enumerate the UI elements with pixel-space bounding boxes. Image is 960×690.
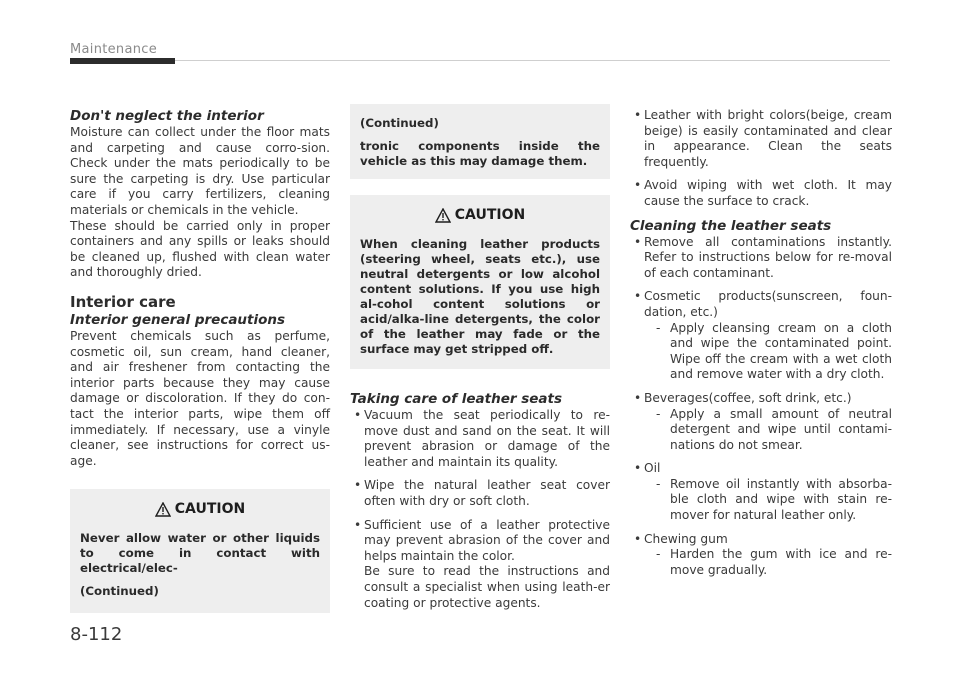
dash-item: - Harden the gum with ice and re-move gradually.	[644, 547, 892, 578]
caution-text: Never allow water or other liquids to come in contact with electrical/elec-	[80, 531, 320, 576]
list-item	[630, 391, 892, 453]
general-precautions-heading: Interior general precautions	[70, 311, 286, 328]
list-item: • Remove all contaminations instantly. Refer to instructions below for re-moval of each contaminant.	[630, 235, 892, 282]
caution-title	[360, 207, 600, 223]
column-right	[630, 108, 892, 586]
list-item: • Avoid wiping with wet cloth. It may cause the surface to crack.	[630, 178, 892, 209]
dont-neglect-heading: Don't neglect the interior	[70, 108, 264, 124]
warning-triangle-icon	[435, 208, 451, 223]
list-item: • Vacuum the seat periodically to re-move dust and sand on the seat. It will prevent abrasion or damage of the leather and maintain its quality.	[350, 408, 610, 470]
gum-label: Chewing gum	[644, 531, 728, 546]
instructions-text: Be sure to read the instructions and consult a specialist when using leath-er coating or protective agents.	[364, 564, 610, 610]
cleaning-list	[630, 235, 892, 579]
continued-box	[350, 104, 610, 179]
caution-title	[80, 501, 320, 517]
caution-label: CAUTION	[454, 207, 526, 223]
column-middle	[350, 104, 610, 619]
oil-label: Oil	[644, 461, 661, 476]
taking-care-list	[350, 408, 610, 611]
continued-label: (Continued)	[360, 116, 439, 130]
list-item	[630, 289, 892, 383]
list-item: • Leather with bright colors(beige, cream beige) is easily contaminated and clear in appearance. Clean the seats frequently.	[630, 108, 892, 170]
caution-box-left	[70, 489, 330, 613]
list-item	[630, 532, 892, 579]
list-item	[350, 518, 610, 612]
protective-text: Sufficient use of a leather protective may prevent abrasion of the cover and helps maintain the color.	[364, 517, 610, 563]
dont-neglect-paragraph-2: These should be carried only in proper containers and any spills or leaks should be cleaned up, flushed with clean water and thoroughly dried.	[70, 218, 330, 280]
column-left	[70, 108, 330, 613]
dash-item: - Remove oil instantly with absorba-ble cloth and wipe with stain re-mover for natural leather only.	[644, 477, 892, 524]
continued-label: (Continued)	[80, 584, 159, 599]
header-bar	[70, 58, 175, 64]
caution-box-middle	[350, 195, 610, 369]
dash-item: - Apply a small amount of neutral detergent and wipe until contami-nations do not smear.	[644, 407, 892, 454]
dash-item: - Apply cleansing cream on a cloth and wipe the contaminated point. Wipe off the cream with a wet cloth and remove water with a dry cloth.	[644, 321, 892, 383]
warning-triangle-icon	[155, 502, 171, 517]
taking-care-heading: Taking care of leather seats	[350, 391, 563, 407]
list-item	[630, 461, 892, 523]
header-rule	[175, 60, 890, 61]
page-number: 8-112	[70, 624, 123, 645]
continued-text: tronic components inside the vehicle as this may damage them.	[360, 139, 600, 168]
cleaning-leather-heading: Cleaning the leather seats	[630, 217, 832, 234]
list-item: • Wipe the natural leather seat cover often with dry or soft cloth.	[350, 478, 610, 509]
interior-care-heading: Interior care	[70, 292, 176, 311]
caution-text: When cleaning leather products (steering wheel, seats etc.), use neutral detergents or low alcohol content solutions. If you use high al-cohol content solutions or acid/alka-line detergents, the color of the leather may fade or the surface may get stripped off.	[360, 237, 600, 356]
general-precautions-paragraph: Prevent chemicals such as perfume, cosmetic oil, sun cream, hand cleaner, and air freshener from contacting the interior parts because they may cause damage or discoloration. If they do con-tact the interior parts, wipe them off immediately. If necessary, use a vinyle cleaner, see instructions for correct us-age.	[70, 328, 330, 468]
leather-care-list	[630, 108, 892, 210]
beverages-label: Beverages(coffee, soft drink, etc.)	[644, 390, 852, 405]
dont-neglect-paragraph-1: Moisture can collect under the floor mats and carpeting and cause corro-sion. Check under the mats periodically to be sure the carpeting is dry. Use particular care if you carry fertilizers, cleaning materials or chemicals in the vehicle.	[70, 125, 330, 217]
section-header: Maintenance	[70, 42, 158, 57]
cosmetic-label: Cosmetic products(sunscreen, foun-dation, etc.)	[644, 289, 892, 319]
caution-label: CAUTION	[174, 501, 246, 518]
